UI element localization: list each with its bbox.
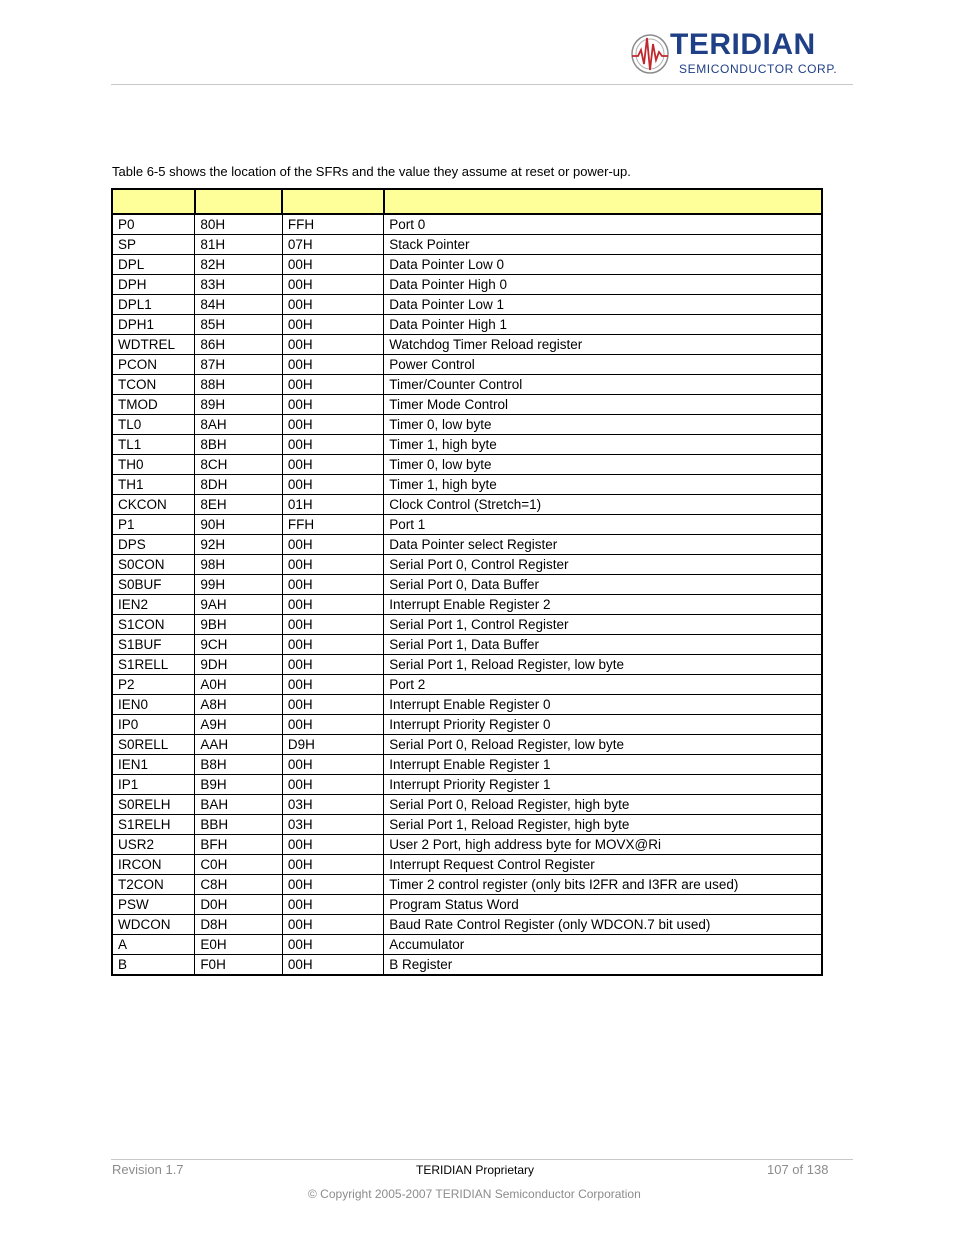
header-cell (384, 189, 822, 214)
sfr-reset-value-cell: 00H (282, 455, 383, 475)
sfr-reset-value-cell: 00H (282, 355, 383, 375)
sfr-address-cell: 89H (195, 395, 283, 415)
sfr-address-cell: 90H (195, 515, 283, 535)
sfr-address-cell: C0H (195, 855, 283, 875)
sfr-address-cell: 8DH (195, 475, 283, 495)
sfr-name-cell: S0CON (112, 555, 195, 575)
sfr-reset-value-cell: 07H (282, 235, 383, 255)
sfr-address-cell: D8H (195, 915, 283, 935)
table-row (112, 255, 822, 275)
sfr-reset-value-cell: 00H (282, 375, 383, 395)
sfr-address-cell: D0H (195, 895, 283, 915)
sfr-description-cell: Interrupt Request Control Register (384, 855, 822, 875)
sfr-address-cell: 86H (195, 335, 283, 355)
sfr-description-cell: Port 1 (384, 515, 822, 535)
sfr-description-cell: Timer 2 control register (only bits I2FR and I3FR are used) (384, 875, 822, 895)
sfr-reset-value-cell: 00H (282, 335, 383, 355)
sfr-description-cell: Program Status Word (384, 895, 822, 915)
sfr-name-cell: CKCON (112, 495, 195, 515)
teridian-logo (630, 28, 838, 80)
sfr-reset-table (111, 188, 823, 976)
table-row (112, 455, 822, 475)
table-row (112, 675, 822, 695)
sfr-address-cell: AAH (195, 735, 283, 755)
sfr-reset-value-cell: 00H (282, 395, 383, 415)
sfr-description-cell: User 2 Port, high address byte for MOVX@Ri (384, 835, 822, 855)
table-row (112, 815, 822, 835)
sfr-name-cell: S0RELH (112, 795, 195, 815)
table-row (112, 435, 822, 455)
table-row (112, 635, 822, 655)
table-row (112, 655, 822, 675)
table-row (112, 495, 822, 515)
sfr-address-cell: 84H (195, 295, 283, 315)
sfr-name-cell: S1CON (112, 615, 195, 635)
sfr-description-cell: Serial Port 1, Reload Register, high byte (384, 815, 822, 835)
sfr-reset-value-cell: 00H (282, 595, 383, 615)
sfr-name-cell: A (112, 935, 195, 955)
sfr-address-cell: 81H (195, 235, 283, 255)
sfr-reset-value-cell: 00H (282, 855, 383, 875)
sfr-name-cell: IP1 (112, 775, 195, 795)
footer-page-number: 107 of 138 (767, 1162, 829, 1177)
sfr-address-cell: E0H (195, 935, 283, 955)
sfr-reset-value-cell: 00H (282, 755, 383, 775)
sfr-address-cell: 99H (195, 575, 283, 595)
sfr-name-cell: P0 (112, 214, 195, 235)
table-row (112, 755, 822, 775)
sfr-name-cell: DPH1 (112, 315, 195, 335)
sfr-description-cell: Timer 1, high byte (384, 475, 822, 495)
sfr-name-cell: SP (112, 235, 195, 255)
sfr-address-cell: 80H (195, 214, 283, 235)
sfr-address-cell: 8AH (195, 415, 283, 435)
sfr-reset-value-cell: 00H (282, 575, 383, 595)
sfr-reset-value-cell: 00H (282, 895, 383, 915)
sfr-reset-value-cell: 00H (282, 655, 383, 675)
sfr-reset-value-cell: FFH (282, 214, 383, 235)
footer-proprietary: TERIDIAN Proprietary (416, 1163, 535, 1177)
sfr-description-cell: Serial Port 1, Control Register (384, 615, 822, 635)
footer-copyright: © Copyright 2005-2007 TERIDIAN Semiconductor Corporation (308, 1187, 641, 1201)
sfr-reset-value-cell: 00H (282, 635, 383, 655)
sfr-address-cell: 92H (195, 535, 283, 555)
sfr-description-cell: B Register (384, 955, 822, 976)
waveform-globe-icon (630, 30, 670, 76)
table-row (112, 875, 822, 895)
sfr-description-cell: Data Pointer High 0 (384, 275, 822, 295)
sfr-address-cell: C8H (195, 875, 283, 895)
sfr-reset-value-cell: 00H (282, 715, 383, 735)
sfr-name-cell: IEN0 (112, 695, 195, 715)
sfr-address-cell: 8EH (195, 495, 283, 515)
sfr-reset-value-cell: 00H (282, 615, 383, 635)
sfr-description-cell: Serial Port 0, Data Buffer (384, 575, 822, 595)
table-row (112, 555, 822, 575)
sfr-address-cell: BFH (195, 835, 283, 855)
sfr-name-cell: TL0 (112, 415, 195, 435)
intro-paragraph: Table 6-5 shows the location of the SFRs and the value they assume at reset or power-up. (112, 164, 631, 179)
sfr-name-cell: B (112, 955, 195, 976)
sfr-name-cell: DPH (112, 275, 195, 295)
sfr-name-cell: WDCON (112, 915, 195, 935)
sfr-description-cell: Timer Mode Control (384, 395, 822, 415)
sfr-reset-value-cell: 00H (282, 775, 383, 795)
sfr-name-cell: PCON (112, 355, 195, 375)
sfr-name-cell: S1RELL (112, 655, 195, 675)
sfr-name-cell: T2CON (112, 875, 195, 895)
table-body (112, 214, 822, 975)
sfr-address-cell: B9H (195, 775, 283, 795)
sfr-name-cell: TH0 (112, 455, 195, 475)
table-row (112, 915, 822, 935)
table-row (112, 935, 822, 955)
sfr-reset-value-cell: 00H (282, 435, 383, 455)
table-row (112, 375, 822, 395)
table-row (112, 715, 822, 735)
sfr-address-cell: 83H (195, 275, 283, 295)
sfr-reset-value-cell: 00H (282, 295, 383, 315)
sfr-name-cell: DPL (112, 255, 195, 275)
sfr-reset-value-cell: 00H (282, 555, 383, 575)
table-row (112, 835, 822, 855)
sfr-address-cell: A0H (195, 675, 283, 695)
sfr-address-cell: BAH (195, 795, 283, 815)
sfr-name-cell: TL1 (112, 435, 195, 455)
sfr-name-cell: USR2 (112, 835, 195, 855)
sfr-reset-value-cell: 00H (282, 915, 383, 935)
sfr-address-cell: 9CH (195, 635, 283, 655)
sfr-description-cell: Baud Rate Control Register (only WDCON.7 bit used) (384, 915, 822, 935)
sfr-description-cell: Accumulator (384, 935, 822, 955)
table-header-row (112, 189, 822, 214)
sfr-address-cell: 85H (195, 315, 283, 335)
sfr-name-cell: DPS (112, 535, 195, 555)
sfr-reset-value-cell: D9H (282, 735, 383, 755)
sfr-address-cell: A9H (195, 715, 283, 735)
table-row (112, 575, 822, 595)
sfr-name-cell: IEN2 (112, 595, 195, 615)
footer-divider (111, 1159, 853, 1160)
table-row (112, 275, 822, 295)
sfr-name-cell: IEN1 (112, 755, 195, 775)
sfr-description-cell: Power Control (384, 355, 822, 375)
sfr-description-cell: Serial Port 0, Reload Register, high byte (384, 795, 822, 815)
sfr-description-cell: Interrupt Priority Register 0 (384, 715, 822, 735)
table-row (112, 295, 822, 315)
header-cell (282, 189, 383, 214)
sfr-description-cell: Port 2 (384, 675, 822, 695)
sfr-reset-value-cell: 03H (282, 795, 383, 815)
table-row (112, 855, 822, 875)
table-row (112, 415, 822, 435)
table-row (112, 515, 822, 535)
sfr-address-cell: 88H (195, 375, 283, 395)
sfr-reset-value-cell: 00H (282, 875, 383, 895)
logo-wordmark: TERIDIAN (670, 28, 816, 61)
sfr-description-cell: Timer 0, low byte (384, 415, 822, 435)
sfr-description-cell: Interrupt Enable Register 0 (384, 695, 822, 715)
sfr-name-cell: TH1 (112, 475, 195, 495)
sfr-description-cell: Port 0 (384, 214, 822, 235)
sfr-reset-value-cell: FFH (282, 515, 383, 535)
sfr-address-cell: 9DH (195, 655, 283, 675)
sfr-reset-value-cell: 00H (282, 535, 383, 555)
sfr-description-cell: Serial Port 1, Reload Register, low byte (384, 655, 822, 675)
header-cell (195, 189, 283, 214)
sfr-reset-value-cell: 00H (282, 475, 383, 495)
sfr-address-cell: 8CH (195, 455, 283, 475)
sfr-description-cell: Clock Control (Stretch=1) (384, 495, 822, 515)
sfr-description-cell: Interrupt Enable Register 2 (384, 595, 822, 615)
table-row (112, 615, 822, 635)
table-row (112, 315, 822, 335)
sfr-address-cell: B8H (195, 755, 283, 775)
sfr-reset-value-cell: 00H (282, 675, 383, 695)
table-row (112, 775, 822, 795)
table-row (112, 235, 822, 255)
sfr-description-cell: Serial Port 0, Reload Register, low byte (384, 735, 822, 755)
sfr-description-cell: Timer 1, high byte (384, 435, 822, 455)
table-row (112, 535, 822, 555)
sfr-address-cell: 82H (195, 255, 283, 275)
sfr-reset-value-cell: 00H (282, 275, 383, 295)
sfr-address-cell: 8BH (195, 435, 283, 455)
sfr-reset-value-cell: 03H (282, 815, 383, 835)
sfr-address-cell: 9AH (195, 595, 283, 615)
sfr-description-cell: Timer 0, low byte (384, 455, 822, 475)
logo-subtitle: SEMICONDUCTOR CORP. (679, 62, 838, 76)
sfr-name-cell: P2 (112, 675, 195, 695)
sfr-description-cell: Serial Port 1, Data Buffer (384, 635, 822, 655)
sfr-name-cell: IRCON (112, 855, 195, 875)
sfr-address-cell: F0H (195, 955, 283, 976)
table-row (112, 395, 822, 415)
sfr-reset-value-cell: 00H (282, 315, 383, 335)
header-cell (112, 189, 195, 214)
sfr-reset-value-cell: 00H (282, 955, 383, 976)
table-row (112, 895, 822, 915)
sfr-description-cell: Data Pointer Low 1 (384, 295, 822, 315)
sfr-name-cell: TMOD (112, 395, 195, 415)
sfr-reset-value-cell: 00H (282, 935, 383, 955)
sfr-name-cell: DPL1 (112, 295, 195, 315)
sfr-description-cell: Stack Pointer (384, 235, 822, 255)
table-row (112, 955, 822, 976)
sfr-reset-value-cell: 00H (282, 695, 383, 715)
header-divider (111, 84, 853, 85)
table-row (112, 695, 822, 715)
sfr-description-cell: Serial Port 0, Control Register (384, 555, 822, 575)
sfr-name-cell: WDTREL (112, 335, 195, 355)
table-row (112, 795, 822, 815)
sfr-reset-value-cell: 00H (282, 255, 383, 275)
sfr-description-cell: Data Pointer select Register (384, 535, 822, 555)
table-row (112, 595, 822, 615)
sfr-address-cell: 98H (195, 555, 283, 575)
sfr-name-cell: S1BUF (112, 635, 195, 655)
sfr-reset-value-cell: 00H (282, 835, 383, 855)
sfr-name-cell: S1RELH (112, 815, 195, 835)
table-row (112, 335, 822, 355)
sfr-description-cell: Data Pointer High 1 (384, 315, 822, 335)
table-row (112, 475, 822, 495)
sfr-name-cell: P1 (112, 515, 195, 535)
sfr-reset-value-cell: 00H (282, 415, 383, 435)
sfr-address-cell: 9BH (195, 615, 283, 635)
table-row (112, 735, 822, 755)
footer-revision: Revision 1.7 (112, 1162, 184, 1177)
sfr-name-cell: S0RELL (112, 735, 195, 755)
sfr-description-cell: Interrupt Enable Register 1 (384, 755, 822, 775)
sfr-name-cell: TCON (112, 375, 195, 395)
sfr-description-cell: Timer/Counter Control (384, 375, 822, 395)
sfr-description-cell: Watchdog Timer Reload register (384, 335, 822, 355)
sfr-name-cell: IP0 (112, 715, 195, 735)
sfr-description-cell: Interrupt Priority Register 1 (384, 775, 822, 795)
sfr-address-cell: 87H (195, 355, 283, 375)
sfr-description-cell: Data Pointer Low 0 (384, 255, 822, 275)
table-row (112, 214, 822, 235)
sfr-name-cell: PSW (112, 895, 195, 915)
sfr-address-cell: BBH (195, 815, 283, 835)
sfr-name-cell: S0BUF (112, 575, 195, 595)
sfr-reset-value-cell: 01H (282, 495, 383, 515)
table-row (112, 355, 822, 375)
sfr-address-cell: A8H (195, 695, 283, 715)
